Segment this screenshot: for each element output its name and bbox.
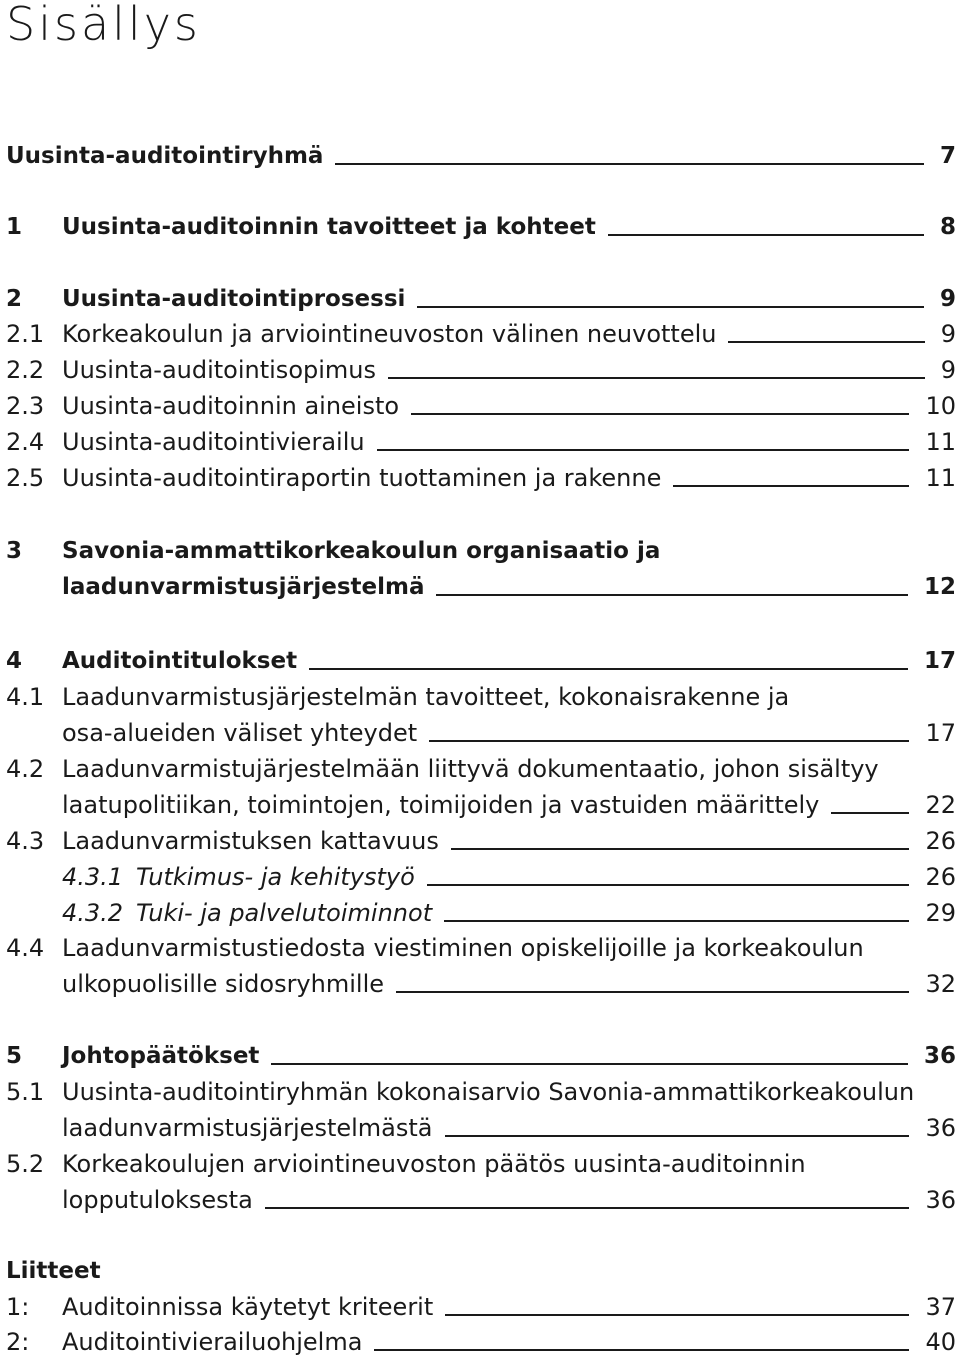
toc-entry[interactable]: [6, 1112, 956, 1144]
toc-entry-text: laatupolitiikan, toimintojen, toimijoiden ja vastuiden määrittely: [62, 791, 820, 819]
toc-entry[interactable]: [6, 897, 956, 929]
toc-entry-number: 2.2: [6, 356, 45, 384]
toc-entry-first-line[interactable]: [6, 753, 956, 785]
toc-leader: [673, 485, 909, 487]
toc-entry-text: Uusinta-auditointiprosessi: [62, 286, 406, 312]
toc-leader: [427, 884, 910, 886]
toc-entry-text: Laadunvarmistuksen kattavuus: [62, 827, 439, 855]
toc-entry-page: 9: [939, 286, 956, 312]
toc-entry-page: 26: [925, 863, 956, 891]
toc-entry-number: 1:: [6, 1293, 30, 1321]
toc-entry-text: Uusinta-auditointisopimus: [62, 356, 376, 384]
toc-entry-text: Uusinta-auditoinnin aineisto: [62, 392, 400, 420]
toc-entry-page: 29: [925, 899, 956, 927]
toc-entry-page: 32: [925, 970, 956, 998]
toc-entry-text: Laadunvarmistustiedosta viestiminen opiskelijoille ja korkeakoulun: [62, 934, 864, 962]
toc-entry-text: Korkeakoulun ja arviointineuvoston välinen neuvottelu: [62, 320, 717, 348]
toc-leader: [436, 594, 908, 596]
toc-entry-text: Uusinta-auditointiryhmän kokonaisarvio Savonia-ammattikorkeakoulun: [62, 1078, 915, 1106]
toc-leader: [335, 163, 924, 165]
toc-entry-text: ulkopuolisille sidosryhmille: [62, 970, 384, 998]
toc-entry-number: 4.3: [6, 827, 45, 855]
toc-entry-page: 11: [925, 464, 956, 492]
toc-entry-number: 2.1: [6, 320, 45, 348]
toc-leader: [396, 991, 909, 993]
toc-entry-first-line[interactable]: [6, 932, 956, 964]
toc-entry-text: Savonia-ammattikorkeakoulun organisaatio ja: [62, 538, 661, 564]
toc-entry-number: 2: [6, 286, 23, 312]
toc-entry[interactable]: [6, 1184, 956, 1216]
toc-entry-text: Uusinta-auditoinnin tavoitteet ja kohteet: [62, 214, 596, 240]
toc-leader: [374, 1349, 909, 1351]
toc-entry[interactable]: [6, 571, 956, 603]
toc-entry[interactable]: [6, 318, 956, 350]
toc-entry-number: 5: [6, 1043, 23, 1069]
toc-entry-page: 12: [923, 574, 956, 600]
toc-entry-number: 3: [6, 538, 23, 564]
toc-leader: [445, 1314, 909, 1316]
toc-entry-number: 2.3: [6, 392, 45, 420]
toc-entry-first-line[interactable]: [6, 681, 956, 713]
toc-leader: [831, 812, 909, 814]
toc-entry-page: 8: [939, 214, 956, 240]
toc-entry-text: Korkeakoulujen arviointineuvoston päätös uusinta-auditoinnin: [62, 1150, 806, 1178]
toc-entry-text: laadunvarmistusjärjestelmä: [62, 574, 425, 600]
toc-entry-first-line[interactable]: [6, 1148, 956, 1180]
toc-entry-page: 9: [940, 356, 956, 384]
toc-entry-text: Tuki- ja palvelutoiminnot: [136, 899, 433, 927]
toc-entry-page: 9: [940, 320, 956, 348]
toc-entry-text: Johtopäätökset: [62, 1043, 260, 1069]
toc-leader: [309, 668, 908, 670]
toc-entry-text: Laadunvarmistusjärjestelmän tavoitteet, kokonaisrakenne ja: [62, 683, 790, 711]
toc-entry-number: 4.1: [6, 683, 45, 711]
toc-entry-page: 17: [925, 719, 956, 747]
toc-entry-number: 5.1: [6, 1078, 45, 1106]
toc-entry[interactable]: [6, 354, 956, 386]
toc-entry[interactable]: [6, 1040, 956, 1072]
toc-entry-first-line[interactable]: [6, 1076, 956, 1108]
toc-entry-page: 10: [925, 392, 956, 420]
toc-section-heading: [6, 1255, 956, 1287]
toc-leader: [444, 920, 909, 922]
toc-entry-number: 4.3.2: [62, 899, 124, 927]
toc-entry-text: osa-alueiden väliset yhteydet: [62, 719, 418, 747]
page-title: Sisällys: [6, 0, 201, 51]
toc-entry-text: Uusinta-auditointiraportin tuottaminen ja rakenne: [62, 464, 662, 492]
toc-entry-page: 36: [925, 1114, 956, 1142]
toc-entry-text: Auditointivierailuohjelma: [62, 1328, 363, 1356]
toc-entry-page: 26: [925, 827, 956, 855]
toc-entry-text: Liitteet: [6, 1258, 101, 1284]
toc-entry-number: 2.4: [6, 428, 45, 456]
toc-leader: [271, 1063, 908, 1065]
toc-entry-text: laadunvarmistusjärjestelmästä: [62, 1114, 433, 1142]
toc-entry[interactable]: [6, 140, 956, 172]
toc-entry-page: 37: [925, 1293, 956, 1321]
toc-entry-number: 4.3.1: [62, 863, 124, 891]
toc-entry[interactable]: [6, 789, 956, 821]
toc-leader: [377, 449, 910, 451]
toc-leader: [608, 234, 924, 236]
toc-entry-page: 17: [923, 648, 956, 674]
toc-entry[interactable]: [6, 645, 956, 677]
toc-leader: [445, 1135, 910, 1137]
toc-entry[interactable]: [6, 462, 956, 494]
toc-leader: [728, 341, 924, 343]
toc-entry-number: 5.2: [6, 1150, 45, 1178]
toc-entry-number: 4.2: [6, 755, 45, 783]
toc-entry-text: Auditointitulokset: [62, 648, 298, 674]
toc-entry-page: 36: [923, 1043, 956, 1069]
toc-entry-number: 2.5: [6, 464, 45, 492]
toc-entry-text: Uusinta-auditointiryhmä: [6, 143, 324, 169]
toc-entry-number: 4.4: [6, 934, 45, 962]
toc-entry-text: lopputuloksesta: [62, 1186, 253, 1214]
toc-entry-page: 36: [925, 1186, 956, 1214]
toc-leader: [265, 1207, 910, 1209]
toc-entry[interactable]: [6, 1326, 956, 1358]
toc-leader: [451, 848, 910, 850]
toc-entry[interactable]: [6, 283, 956, 315]
toc-entry-text: Auditoinnissa käytetyt kriteerit: [62, 1293, 434, 1321]
toc-entry-page: 22: [925, 791, 956, 819]
toc-entry[interactable]: [6, 968, 956, 1000]
toc-entry[interactable]: [6, 825, 956, 857]
toc-leader: [411, 413, 909, 415]
toc-entry-page: 7: [939, 143, 956, 169]
toc-entry-text: Uusinta-auditointivierailu: [62, 428, 365, 456]
toc-entry[interactable]: [6, 1291, 956, 1323]
toc-entry[interactable]: [6, 390, 956, 422]
toc-entry[interactable]: [6, 211, 956, 243]
toc-entry-number: 2:: [6, 1328, 30, 1356]
toc-entry-page: 40: [925, 1328, 956, 1356]
toc-entry-number: 1: [6, 214, 23, 240]
toc-entry[interactable]: [6, 426, 956, 458]
toc-entry-text: Tutkimus- ja kehitystyö: [136, 863, 415, 891]
toc-entry-first-line[interactable]: [6, 535, 956, 567]
toc-entry[interactable]: [6, 861, 956, 893]
toc-entry-text: Laadunvarmistujärjestelmään liittyvä dokumentaatio, johon sisältyy: [62, 755, 879, 783]
toc-entry[interactable]: [6, 717, 956, 749]
toc-leader: [417, 306, 924, 308]
toc-leader: [388, 377, 925, 379]
toc-leader: [429, 740, 909, 742]
toc-entry-number: 4: [6, 648, 23, 674]
toc-entry-page: 11: [925, 428, 956, 456]
